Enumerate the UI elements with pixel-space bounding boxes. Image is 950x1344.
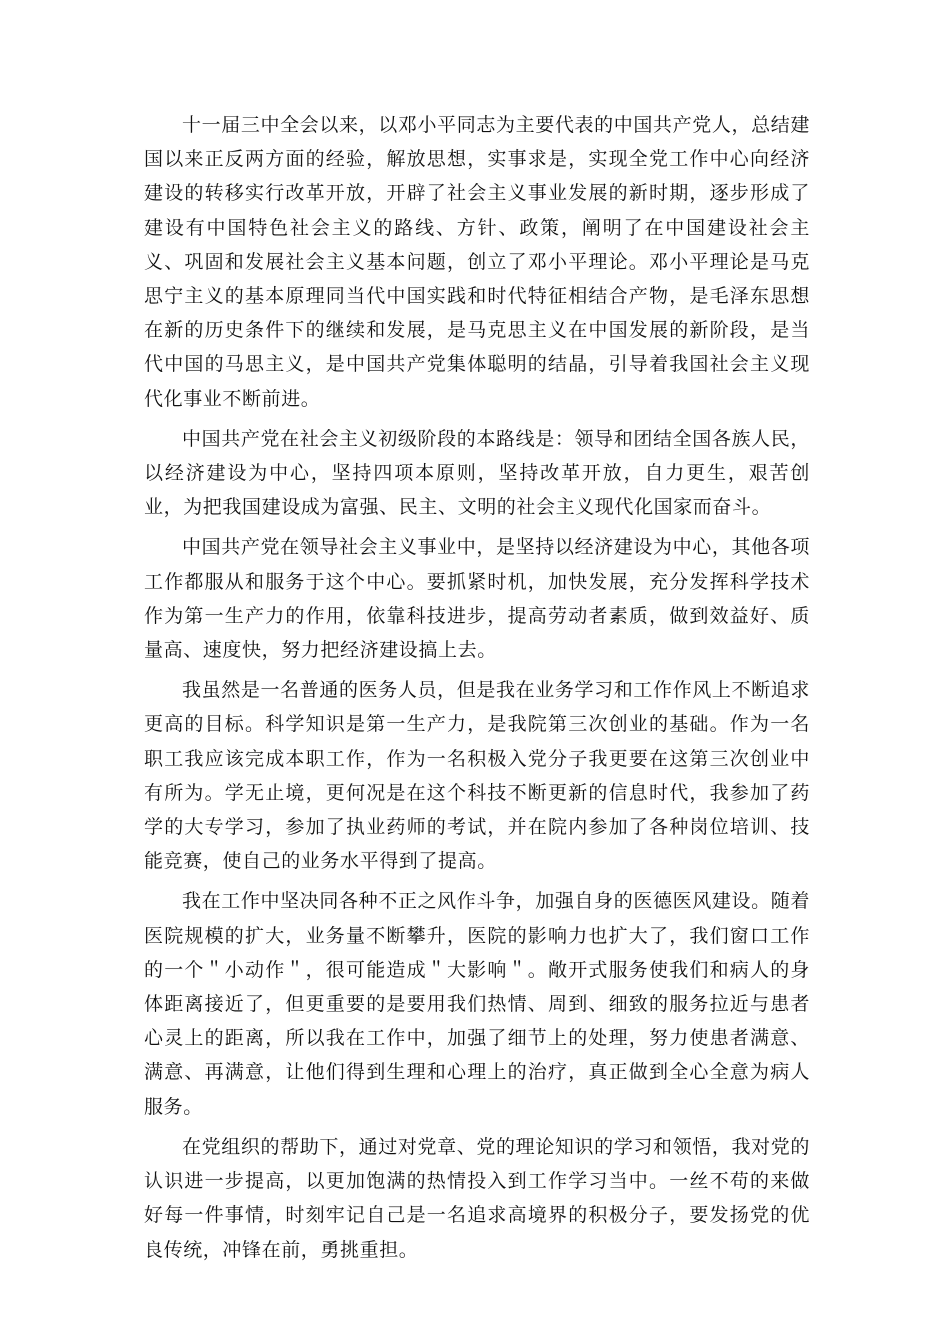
paragraph-4: 我虽然是一名普通的医务人员，但是我在业务学习和工作作风上不断追求更高的目标。科学知识是第一生产力，是我院第三次创业的基础。作为一名职工我应该完成本职工作，作为一名积极入党分子我更要在这第三次创业中有所为。学无止境，更何况是在这个科技不断更新的信息时代，我参加了药学的大专学习，参加了执业药师的考试，并在院内参加了各种岗位培训、技能竞赛，使自己的业务水平得到了提高。 — [144, 679, 810, 873]
paragraph-1: 十一届三中全会以来，以邓小平同志为主要代表的中国共产党人，总结建国以来正反两方面的经验，解放思想，实事求是，实现全党工作中心向经济建设的转移实行改革开放，开辟了社会主义事业发展的新时期，逐步形成了建设有中国特色社会主义的路线、方针、政策，阐明了在中国建设社会主义、巩固和发展社会主义基本问题，创立了邓小平理论。邓小平理论是马克思宁主义的基本原理同当代中国实践和时代特征相结合产物，是毛泽东思想在新的历史条件下的继续和发展，是马克思主义在中国发展的新阶段，是当代中国的马思主义，是中国共产党集体聪明的结晶，引导着我国社会主义现代化事业不断前进。 — [144, 114, 810, 410]
paragraph-5: 我在工作中坚决同各种不正之风作斗争，加强自身的医德医风建设。随着医院规模的扩大，业务量不断攀升，医院的影响力也扩大了，我们窗口工作的一个＂小动作＂，很可能造成＂大影响＂。敞开式服务使我们和病人的身体距离接近了，但更重要的是要用我们热情、周到、细致的服务拉近与患者心灵上的距离，所以我在工作中，加强了细节上的处理，努力使患者满意、满意、再满意，让他们得到生理和心理上的治疗，真正做到全心全意为病人服务。 — [144, 890, 810, 1118]
paragraph-6: 在党组织的帮助下，通过对党章、党的理论知识的学习和领悟，我对党的认识进一步提高，以更加饱满的热情投入到工作学习当中。一丝不苟的来做好每一件事情，时刻牢记自己是一名追求高境界的积极分子，要发扬党的优良传统，冲锋在前，勇挑重担。 — [144, 1135, 810, 1261]
paragraph-3: 中国共产党在领导社会主义事业中，是坚持以经济建设为中心，其他各项工作都服从和服务于这个中心。要抓紧时机，加快发展，充分发挥科学技术作为第一生产力的作用，依靠科技进步，提高劳动者素质，做到效益好、质量高、速度快，努力把经济建设搞上去。 — [144, 536, 810, 662]
paragraph-2: 中国共产党在社会主义初级阶段的本路线是：领导和团结全国各族人民，以经济建设为中心，坚持四项本原则，坚持改革开放，自力更生，艰苦创业，为把我国建设成为富强、民主、文明的社会主义现代化国家而奋斗。 — [144, 427, 810, 519]
document-body — [144, 108, 810, 1273]
